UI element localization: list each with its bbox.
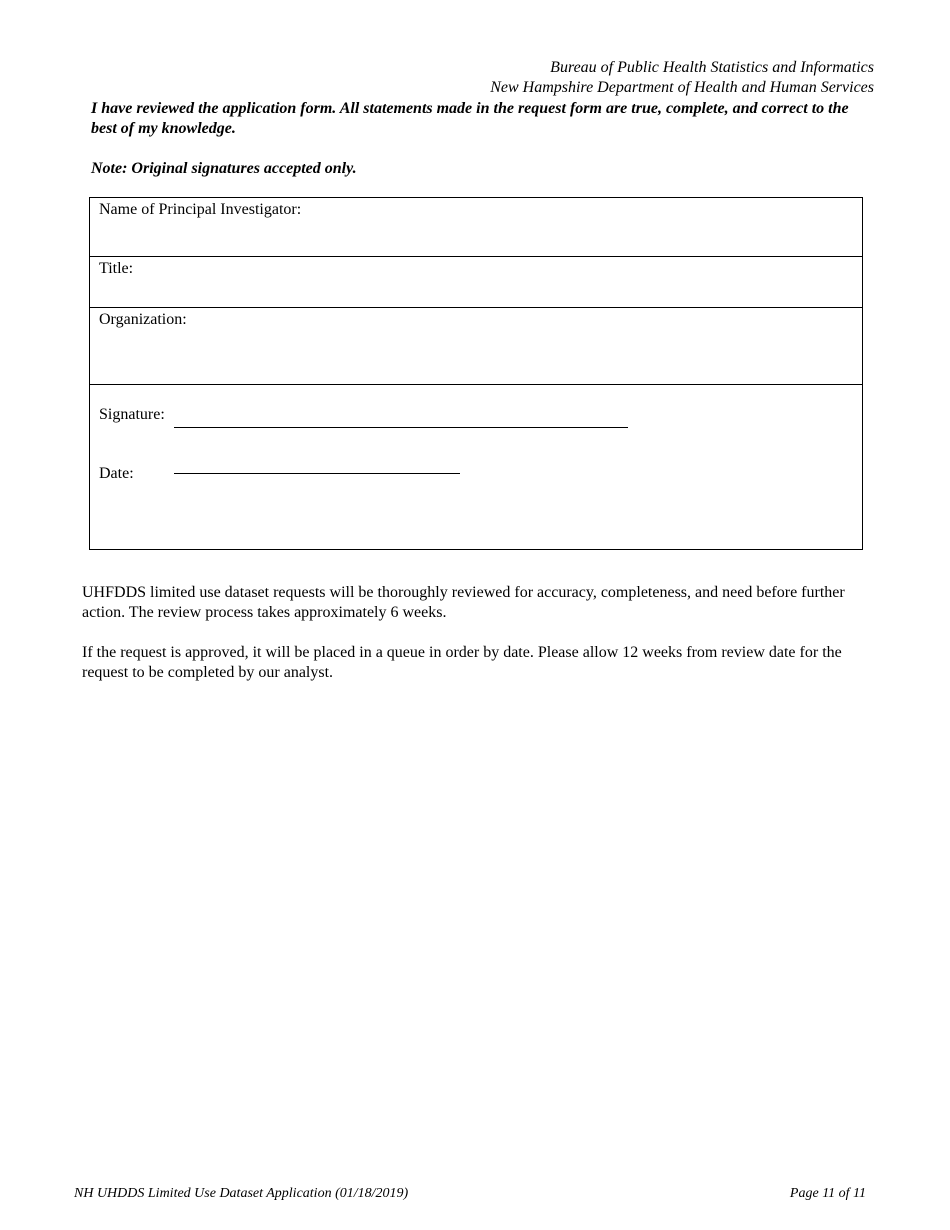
signature-line[interactable]	[174, 427, 628, 428]
organization-field[interactable]	[90, 308, 862, 385]
review-process-paragraph: UHFDDS limited use dataset requests will be thoroughly reviewed for accuracy, completeness, and need before further action. The review process takes approximately 6 weeks.	[82, 584, 845, 621]
date-label: Date:	[99, 465, 134, 482]
organization-label: Organization:	[99, 311, 187, 328]
title-label: Title:	[99, 260, 134, 277]
signature-form-table	[89, 197, 863, 550]
header-department-name: New Hampshire Department of Health and Human Services	[490, 79, 874, 96]
signature-section	[90, 385, 862, 549]
signature-label: Signature:	[99, 406, 165, 423]
date-line[interactable]	[174, 473, 460, 474]
principal-investigator-label: Name of Principal Investigator:	[99, 201, 302, 218]
header-bureau-name: Bureau of Public Health Statistics and Informatics	[550, 59, 874, 76]
queue-paragraph: If the request is approved, it will be placed in a queue in order by date. Please allow 12 weeks from review date for the request to be completed by our analyst.	[82, 644, 842, 681]
principal-investigator-field[interactable]	[90, 198, 862, 257]
attestation-statement: I have reviewed the application form. All statements made in the request form are true, complete, and correct to the best of my knowledge.	[91, 100, 849, 137]
title-field[interactable]	[90, 257, 862, 308]
footer-page-number: Page 11 of 11	[789, 1186, 866, 1201]
signature-note: Note: Original signatures accepted only.	[91, 160, 357, 177]
footer-document-title: NH UHDDS Limited Use Dataset Application (01/18/2019)	[74, 1186, 409, 1201]
